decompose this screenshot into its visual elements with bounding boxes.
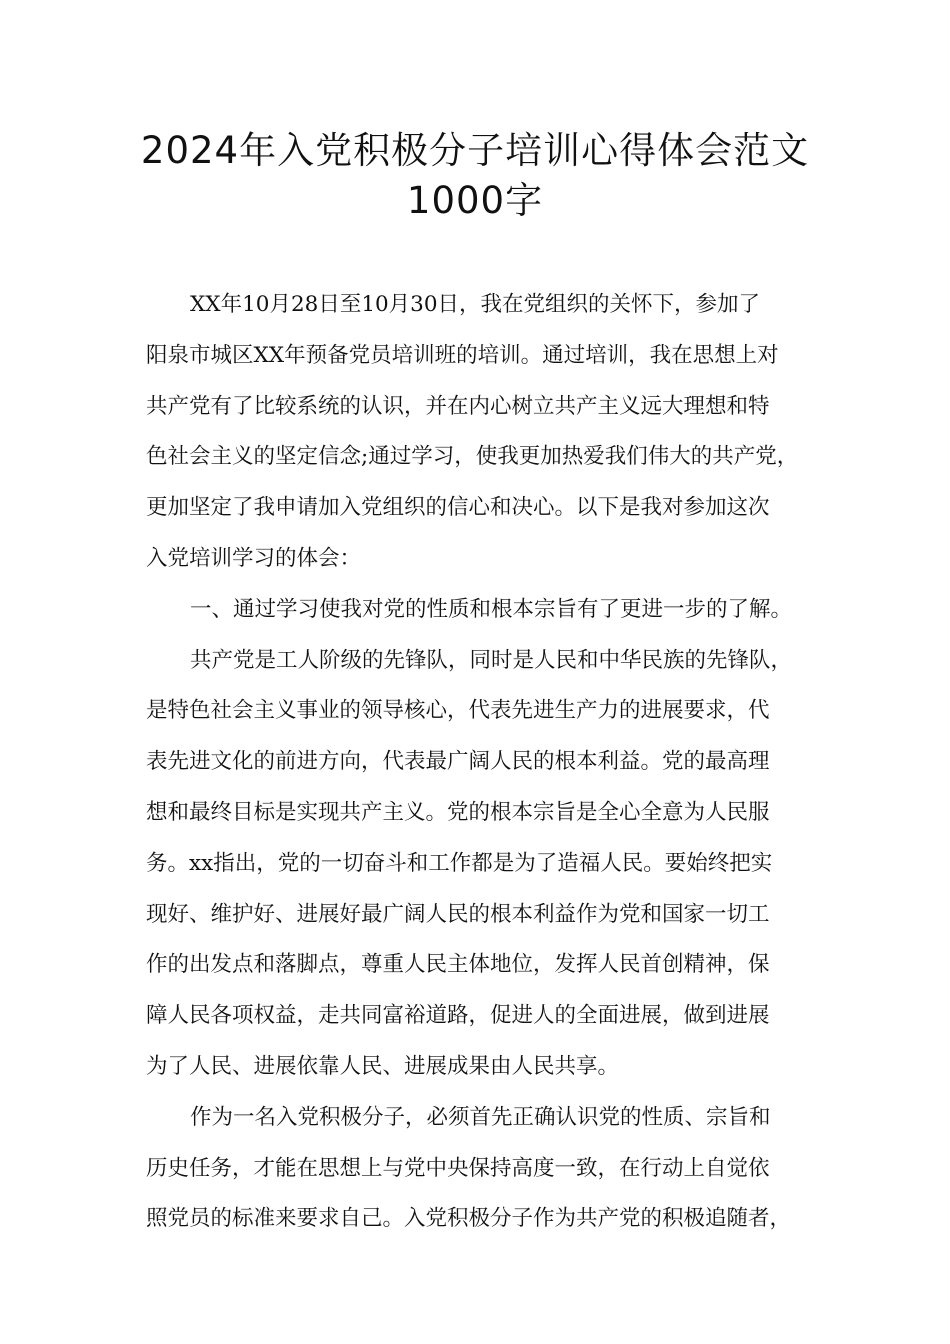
text-line: 务。xx指出，党的一切奋斗和工作都是为了造福人民。要始终把实 [146, 850, 773, 876]
document-body [146, 280, 806, 1245]
text-line: 历史任务，才能在思想上与党中央保持高度一致，在行动上自觉依 [146, 1155, 770, 1181]
text-line: 为了人民、进展依靠人民、进展成果由人民共享。 [146, 1053, 620, 1079]
text-line: 作为一名入党积极分子，必须首先正确认识党的性质、宗旨和 [190, 1104, 771, 1130]
text-line: 想和最终目标是实现共产主义。党的根本宗旨是全心全意为人民服 [146, 799, 770, 825]
text-line: 共产党是工人阶级的先锋队，同时是人民和中华民族的先锋队， [190, 647, 793, 673]
text-line: 共产党有了比较系统的认识，并在内心树立共产主义远大理想和特 [146, 393, 770, 419]
text-line: XX年10月28日至10月30日，我在党组织的关怀下，参加了 [190, 292, 761, 317]
text-line: 是特色社会主义事业的领导核心，代表先进生产力的进展要求，代 [146, 698, 770, 724]
text-line: 作的出发点和落脚点，尊重人民主体地位，发挥人民首创精神，保 [146, 952, 770, 978]
text-line: 照党员的标准来要求自己。入党积极分子作为共产党的积极追随者， [146, 1206, 792, 1232]
text-line: 色社会主义的坚定信念;通过学习，使我更加热爱我们伟大的共产党， [146, 444, 799, 470]
section-heading: 一、通过学习使我对党的性质和根本宗旨有了更进一步的了解。 [190, 596, 793, 622]
text-line: 表先进文化的前进方向，代表最广阔人民的根本利益。党的最高理 [146, 749, 770, 775]
text-line: 阳泉市城区XX年预备党员培训班的培训。通过培训，我在思想上对 [146, 342, 779, 368]
text-line: 入党培训学习的体会： [146, 545, 362, 571]
title-line-2: 1000字 [406, 179, 544, 222]
title-line-1: 2024年入党积极分子培训心得体会范文 [140, 129, 810, 172]
text-line: 更加坚定了我申请加入党组织的信心和决心。以下是我对参加这次 [146, 495, 770, 521]
document-title [100, 126, 850, 226]
text-line: 现好、维护好、进展好最广阔人民的根本利益作为党和国家一切工 [146, 901, 770, 927]
text-line: 障人民各项权益，走共同富裕道路，促进人的全面进展，做到进展 [146, 1003, 770, 1029]
